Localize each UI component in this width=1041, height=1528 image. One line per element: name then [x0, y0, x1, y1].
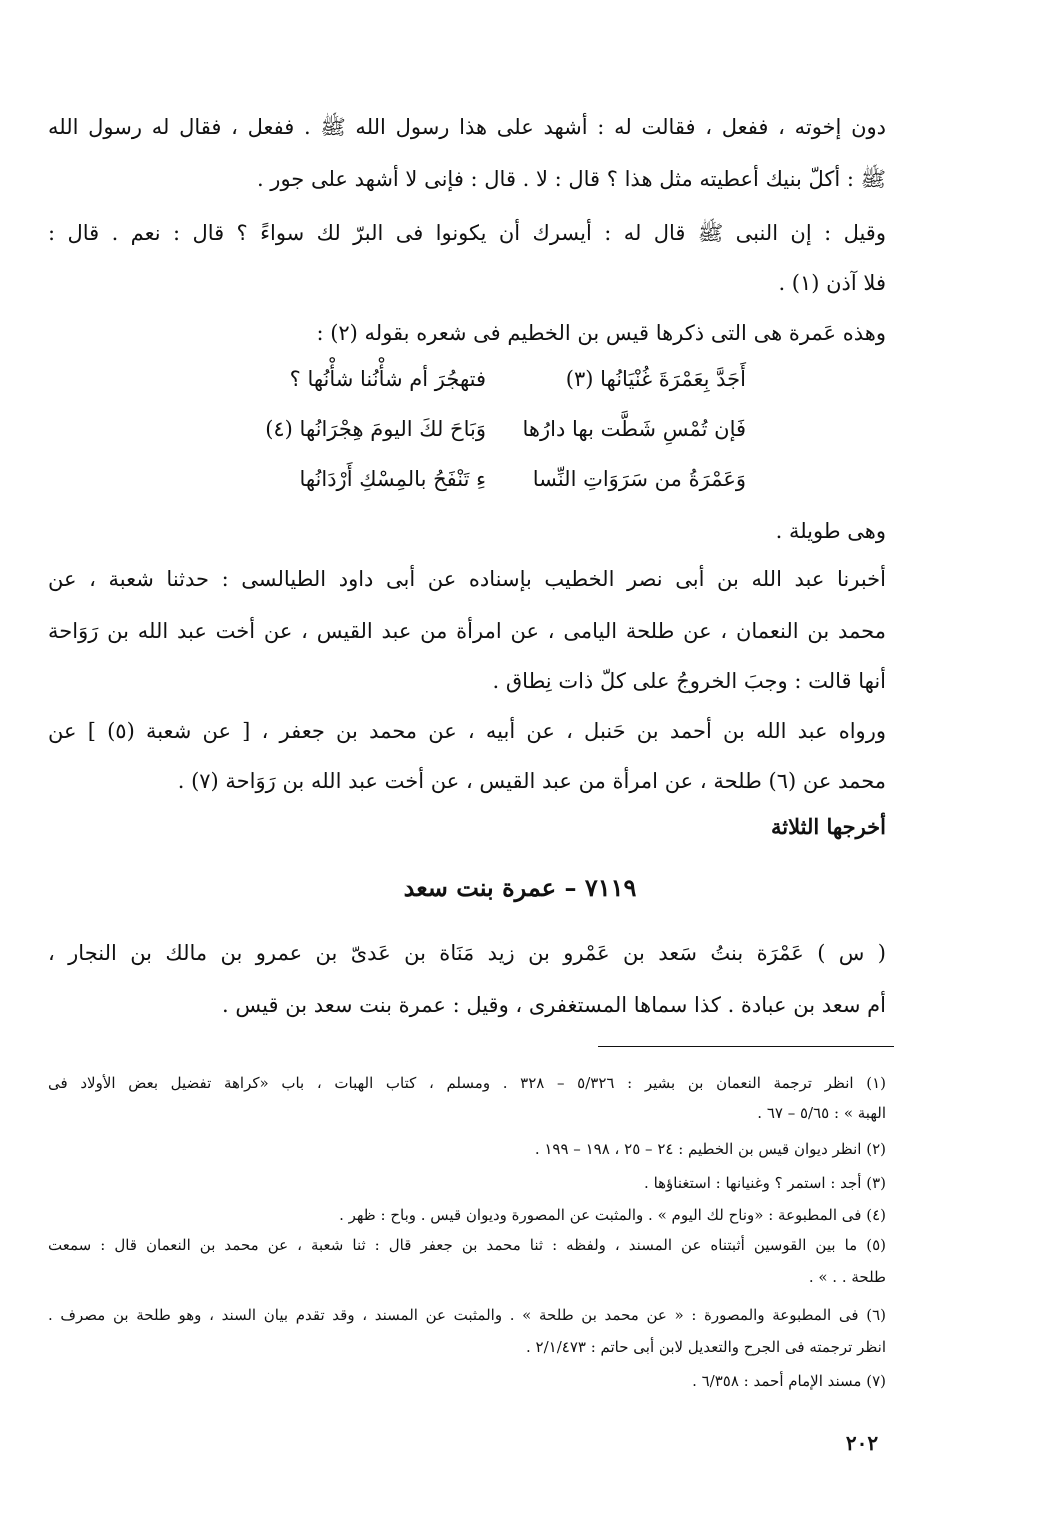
- text-line: أم سعد بن عبادة . كذا سماها المستغفرى ، وقيل : عمرة بنت سعد بن قيس .: [222, 993, 886, 1017]
- verse-hemistich-right: أَجَدَّ بِعَمْرَةَ غُنْيَانُها (٣): [565, 367, 746, 391]
- text-line: وهى طويلة .: [775, 519, 886, 543]
- text-line: محمد بن النعمان ، عن طلحة اليامى ، عن امرأة من عبد القيس ، عن أخت عبد الله بن رَوَاحة: [48, 619, 886, 643]
- footnote-line: انظر ترجمته فى الجرح والتعديل لابن أبى حاتم : ٢/١/٤٧٣ .: [526, 1338, 886, 1356]
- verse-hemistich-left: فتهجُرَ أم شأْنُنا شأْنُها ؟: [289, 367, 486, 391]
- page-number: ٢٠٢: [845, 1431, 879, 1455]
- footnote-line: (٦) فى المطبوعة والمصورة : « عن محمد بن طلحة » . والمثبت عن المسند ، وقد تقدم بيان السند ، وهو طلحة بن مصرف .: [48, 1306, 886, 1324]
- text-line: ﷺ : أكلّ بنيك أعطيته مثل هذا ؟ قال : لا . قال : فإنى لا أشهد على جور .: [256, 167, 886, 191]
- verse-hemistich-right: فَإن تُمْسِ شَطَّت بها دارُها: [522, 417, 746, 441]
- footnote-line: (٥) ما بين القوسين أثبتناه عن المسند ، ولفظه : ثنا محمد بن جعفر قال : ثنا شعبة ، عن محمد بن النعمان قال : سمعت: [48, 1236, 886, 1254]
- entry-heading: ٧١١٩ – عمرة بنت سعد: [403, 873, 637, 902]
- footnote-line: (٣) أجد : استمر ؟ وغنيانها : استغناؤها .: [644, 1174, 886, 1192]
- text-line: فلا آذن (١) .: [778, 271, 886, 295]
- footnote-line: طلحة . . » .: [808, 1268, 886, 1286]
- footnote-line: الهبة » : ٥/٦٥ – ٦٧ .: [757, 1104, 886, 1122]
- text-line: دون إخوته ، ففعل ، فقالت له : أشهد على هذا رسول الله ﷺ . ففعل ، فقال له رسول الله: [48, 115, 886, 139]
- verse-hemistich-right: وَعَمْرَةُ من سَرَوَاتِ النِّسا: [532, 467, 746, 491]
- text-line: أخبرنا عبد الله بن أبى نصر الخطيب بإسناده عن أبى داود الطيالسى : حدثنا شعبة ، عن: [48, 567, 886, 591]
- takhrij-note: أخرجها الثلاثة: [771, 814, 886, 839]
- text-line: ( س ) عَمْرَة بنتُ سَعد بن عَمْرو بن زيد مَنَاة بن عَدىّ بن عمرو بن مالك بن النجار ،: [48, 941, 886, 965]
- footnote-divider: [598, 1046, 894, 1047]
- text-line: وقيل : إن النبى ﷺ قال له : أيسرك أن يكونوا فى البرّ لك سواءً ؟ قال : نعم . قال :: [48, 221, 886, 245]
- footnote-line: (١) انظر ترجمة النعمان بن بشير : ٥/٣٢٦ – ٣٢٨ . ومسلم ، كتاب الهبات ، باب «كراهة تفضيل بعض الأولاد فى: [48, 1074, 886, 1092]
- verse-intro: وهذه عَمرة هى التى ذكرها قيس بن الخطيم فى شعره بقوله (٢) :: [316, 321, 886, 345]
- text-line: أنها قالت : وجبَ الخروجُ على كلّ ذات نِطاق .: [492, 669, 886, 693]
- verse-hemistich-left: ءِ تَنْفَحُ بالمِسْكِ أَرْدَانُها: [299, 467, 486, 491]
- verse-hemistich-left: وَبَاحَ لكَ اليومَ هِجْرَانُها (٤): [265, 417, 486, 441]
- footnote-line: (٤) فى المطبوعة : «وناح لك اليوم » . والمثبت عن المصورة وديوان قيس . وباح : ظهر .: [339, 1206, 886, 1224]
- footnote-line: (٢) انظر ديوان قيس بن الخطيم : ٢٤ – ٢٥ ، ١٩٨ – ١٩٩ .: [534, 1140, 886, 1158]
- text-line: محمد عن (٦) طلحة ، عن امرأة من عبد القيس ، عن أخت عبد الله بن رَوَاحة (٧) .: [177, 769, 886, 793]
- footnote-line: (٧) مسند الإمام أحمد : ٦/٣٥٨ .: [692, 1372, 886, 1390]
- text-line: ورواه عبد الله بن أحمد بن حَنبل ، عن أبيه ، عن محمد بن جعفر ، [ عن شعبة (٥) ] عن: [48, 719, 886, 743]
